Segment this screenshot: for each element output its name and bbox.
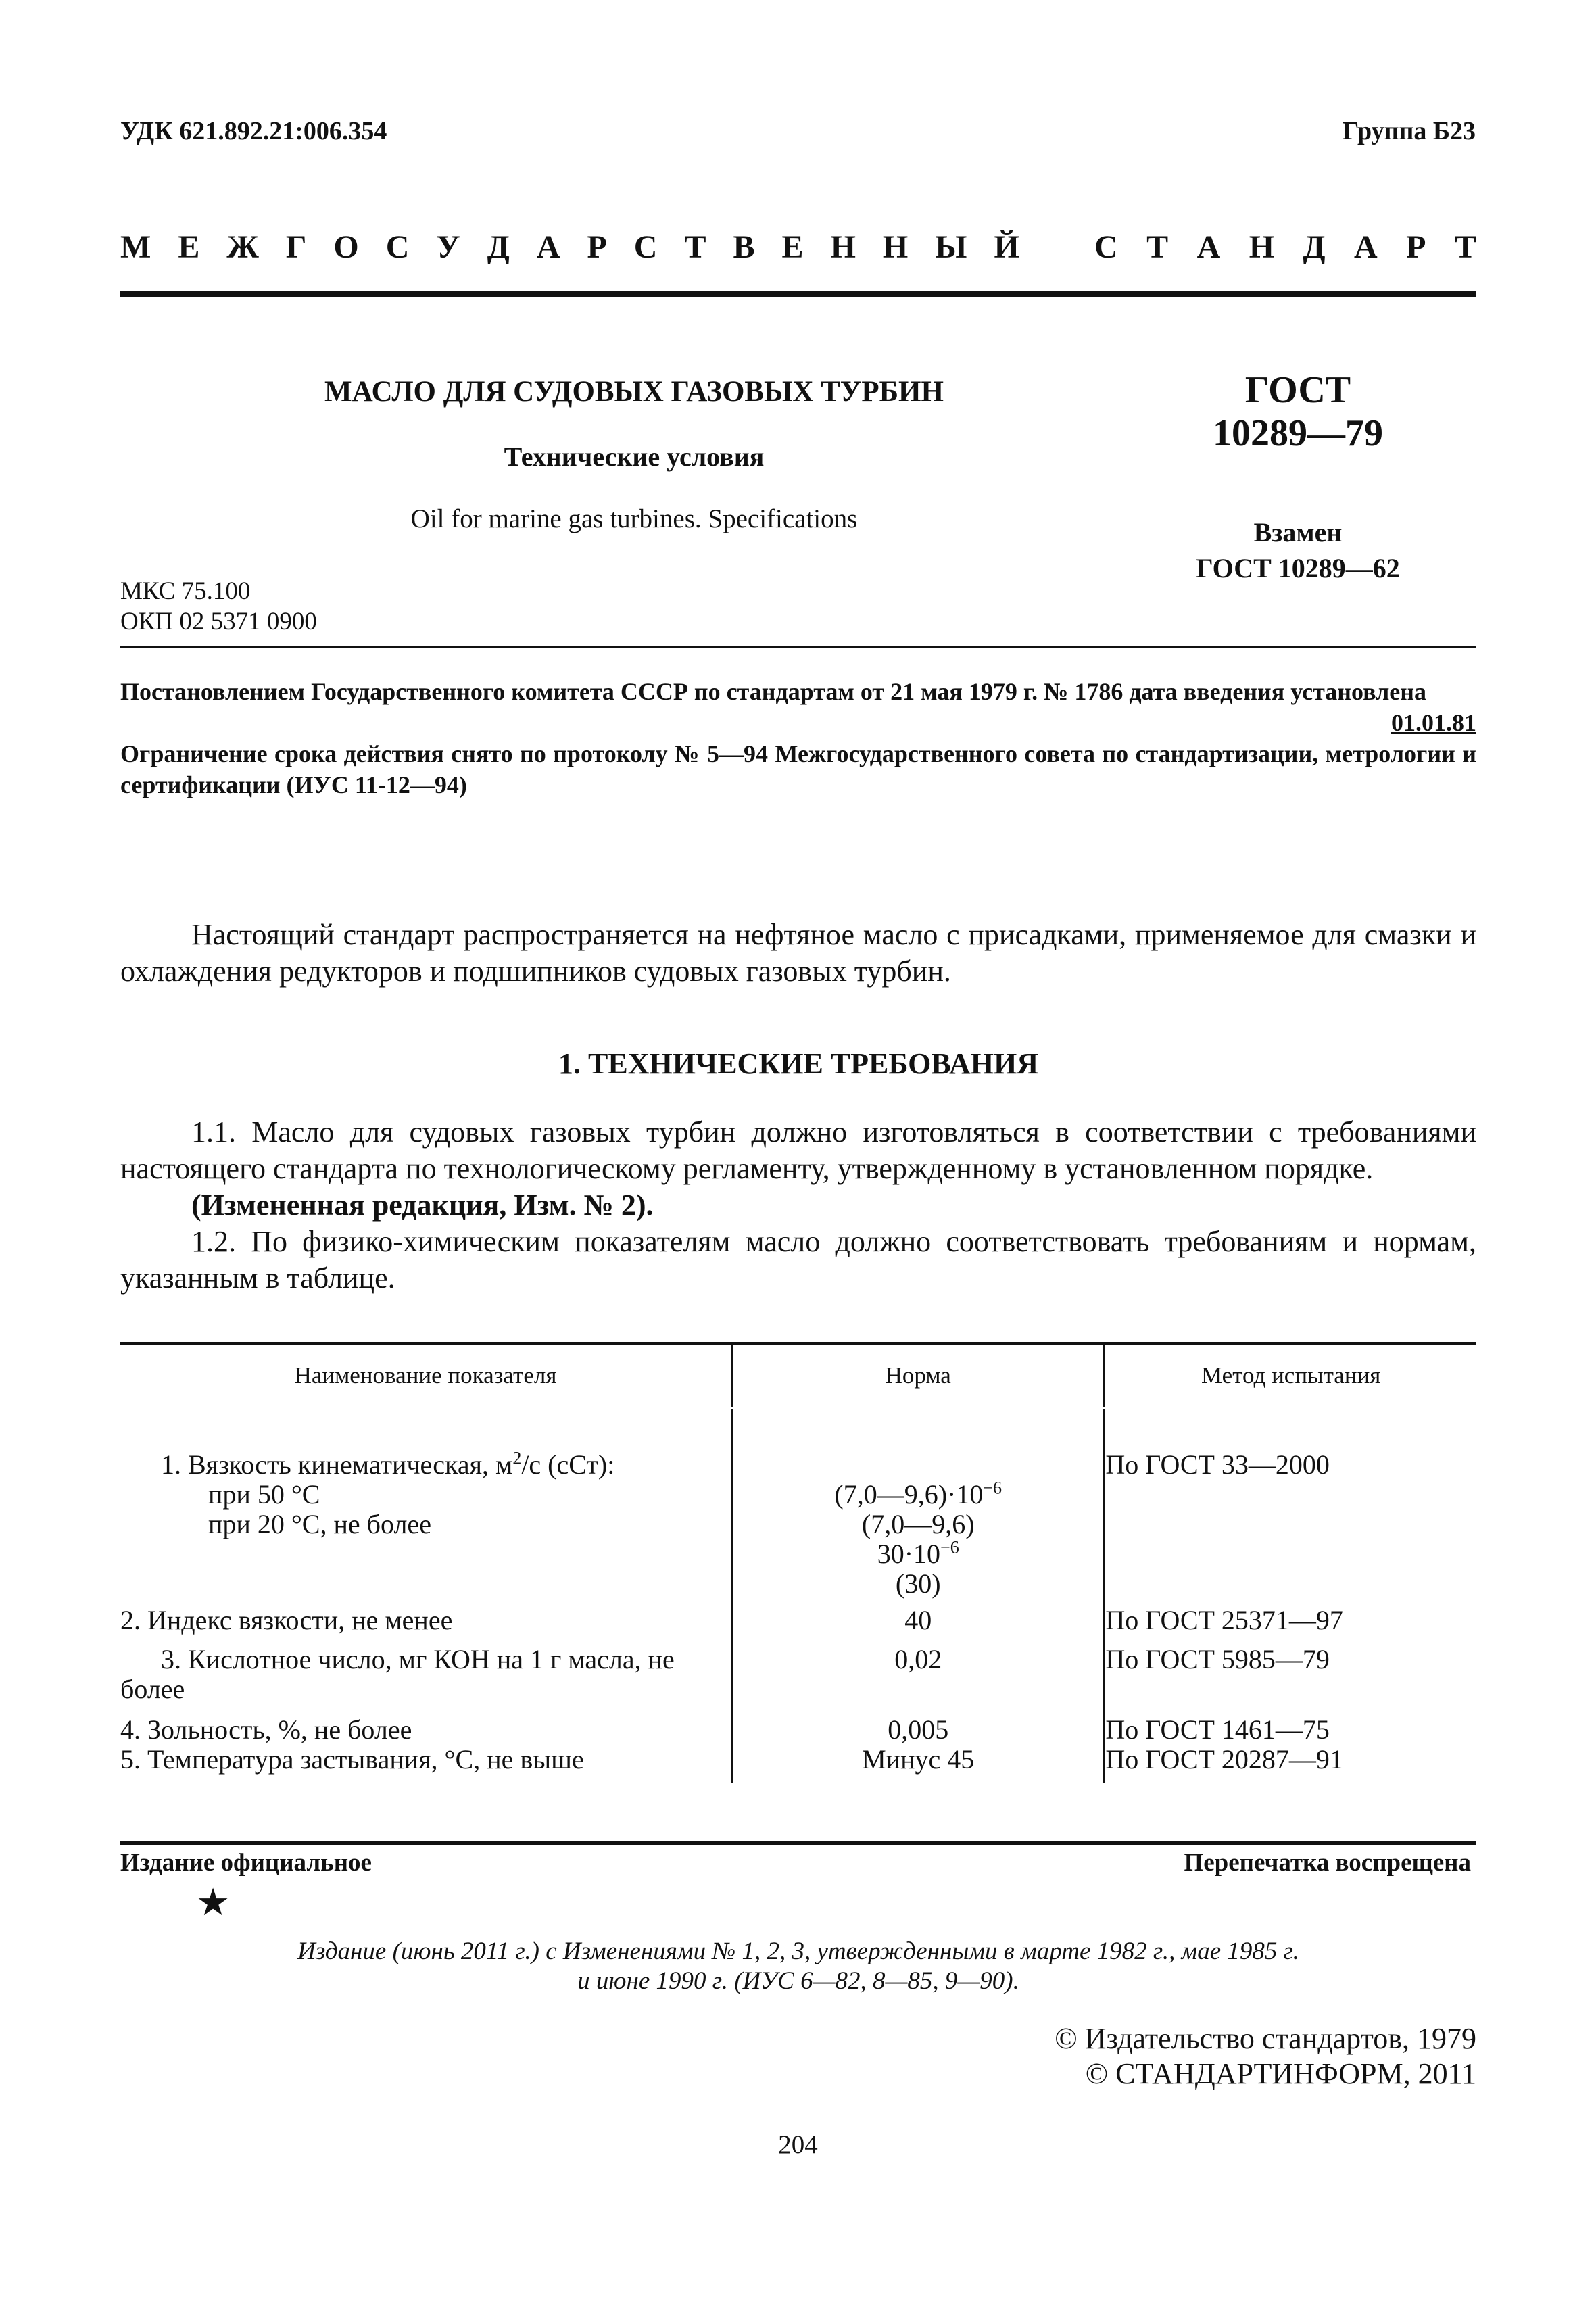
star-icon: ★	[196, 1882, 231, 1924]
cell-norm: 0,005	[732, 1704, 1105, 1745]
banner-letter: В	[733, 229, 755, 265]
section-title: 1. ТЕХНИЧЕСКИЕ ТРЕБОВАНИЯ	[558, 1047, 1038, 1080]
cell-norm: 40	[732, 1599, 1105, 1635]
section-body	[120, 1114, 1476, 1297]
copyright-standartinform: © СТАНДАРТИНФОРМ, 2011	[1085, 2057, 1476, 2090]
banner-letter: Д	[487, 229, 510, 265]
replaced-gost: ГОСТ 10289—62	[1196, 553, 1400, 583]
banner-letter: Р	[1406, 229, 1426, 265]
cell-norm: $(7,0—9,6)\cdot 10^{-6}$ (7,0—9,6) $30\cdot 10^{-6}$ (30)	[732, 1408, 1105, 1599]
cell-norm: 0,02	[732, 1635, 1105, 1704]
banner-letter: У	[436, 229, 460, 265]
udk-code: УДК 621.892.21:006.354	[120, 117, 387, 145]
copyright-block	[1055, 2021, 1476, 2092]
cell-indicator: 5. Температура застывания, °С, не выше	[120, 1744, 584, 1775]
table-header-row	[120, 1343, 1476, 1408]
table-row	[120, 1599, 1476, 1635]
banner-word-standard	[1094, 228, 1476, 266]
cell-method: По ГОСТ 5985—79	[1105, 1635, 1476, 1704]
banner-letter: Ы	[935, 229, 967, 265]
banner-rule	[120, 291, 1476, 297]
cell-indicator: 4. Зольность, %, не более	[120, 1714, 412, 1745]
paragraph-1-1: 1.1. Масло для судовых газовых турбин должно изготовляться в соответствии с требованиями настоящего стандарта по технологическому регламенту, утвержденному в установленном порядке.	[120, 1115, 1476, 1185]
cell-norm: Минус 45	[732, 1745, 1105, 1783]
table-row	[120, 1635, 1476, 1704]
banner-letter: Е	[781, 229, 804, 265]
banner-letter: А	[1354, 229, 1378, 265]
banner-letter: Т	[1146, 229, 1169, 265]
header-indicator: Наименование показателя	[120, 1343, 732, 1408]
gost-designation	[1163, 368, 1433, 587]
cell-method: По ГОСТ 20287—91	[1105, 1745, 1476, 1783]
gost-label: ГОСТ	[1244, 369, 1351, 411]
banner-letter: Н	[1249, 229, 1275, 265]
decree-text: Постановлением Государственного комитета СССР по стандартам от 21 мая 1979 г. № 1786 дата введения установлена	[120, 678, 1426, 705]
banner-letter: Е	[178, 229, 200, 265]
banner-letter: Н	[882, 229, 909, 265]
effective-date: 01.01.81	[1391, 709, 1476, 736]
title-block-rule	[120, 646, 1476, 648]
header-method: Метод испытания	[1105, 1343, 1476, 1408]
copyright-publisher: © Издательство стандартов, 1979	[1055, 2022, 1476, 2055]
cell-indicator: 2. Индекс вязкости, не менее	[120, 1605, 453, 1635]
header-norm: Норма	[732, 1343, 1105, 1408]
english-title: Oil for marine gas turbines. Specifications	[410, 504, 858, 533]
decree-block	[120, 676, 1476, 800]
okp-code: ОКП 02 5371 0900	[120, 608, 317, 635]
banner-letter: А	[1196, 229, 1221, 265]
cell-method: По ГОСТ 25371—97	[1105, 1599, 1476, 1635]
interstate-standard-banner	[120, 228, 1476, 266]
cell-method: По ГОСТ 33—2000	[1105, 1408, 1476, 1599]
banner-letter: М	[120, 229, 151, 265]
document-title: МАСЛО ДЛЯ СУДОВЫХ ГАЗОВЫХ ТУРБИН	[324, 376, 944, 408]
limitation-text: Ограничение срока действия снято по протоколу № 5—94 Межгосударственного совета по стандартизации, метрологии и сертификации (ИУС 11-12—94)	[120, 740, 1476, 798]
amendment-note: (Измененная редакция, Изм. № 2).	[191, 1188, 654, 1222]
banner-letter: Й	[994, 229, 1019, 265]
official-edition-label: Издание официальное	[120, 1849, 372, 1877]
reprint-prohibited-label: Перепечатка воспрещена	[1184, 1849, 1471, 1877]
banner-letter: С	[1094, 229, 1118, 265]
group-code: Группа Б23	[1343, 117, 1476, 145]
table-row	[120, 1408, 1476, 1599]
classification-codes	[120, 576, 317, 637]
banner-word-interstate	[120, 228, 1019, 266]
gost-number: 10289—79	[1213, 412, 1383, 454]
table-row	[120, 1745, 1476, 1783]
document-subtitle: Технические условия	[504, 441, 765, 472]
mks-code: МКС 75.100	[120, 577, 251, 605]
banner-letter: С	[385, 229, 410, 265]
banner-letter: А	[536, 229, 560, 265]
paragraph-1-2: 1.2. По физико-химическим показателям масло должно соответствовать требованиям и нормам, указанным в таблице.	[120, 1225, 1476, 1295]
banner-letter: О	[333, 229, 359, 265]
edition-note: Издание (июнь 2011 г.) с Изменениями № 1, 2, 3, утвержденными в марте 1982 г., мае 1985 г. и июне 1990 г. (ИУС 6—82, 8—85, 9—90).	[297, 1937, 1299, 1995]
banner-letter: Р	[587, 229, 607, 265]
footer-rule	[120, 1841, 1476, 1845]
banner-letter: Г	[285, 229, 307, 265]
cell-indicator: 3. Кислотное число, мг КОН на 1 г масла, не более	[120, 1644, 675, 1704]
cell-method: По ГОСТ 1461—75	[1105, 1704, 1476, 1745]
specification-table	[120, 1342, 1476, 1783]
banner-letter: Т	[684, 229, 706, 265]
banner-letter: Д	[1303, 229, 1326, 265]
banner-letter: Н	[830, 229, 856, 265]
page-number: 204	[778, 2130, 818, 2159]
banner-letter: С	[633, 229, 658, 265]
replaces-label: Взамен	[1253, 517, 1343, 548]
banner-letter: Ж	[226, 229, 259, 265]
banner-letter: Т	[1454, 229, 1476, 265]
intro-paragraph: Настоящий стандарт распространяется на нефтяное масло с присадками, применяемое для смазки и охлаждения редукторов и подшипников судовых газовых турбин.	[120, 918, 1476, 988]
cell-indicator: 1. Вязкость кинематическая, $м^2/с$ (сСт): при 50 °С при 20 °С, не более	[161, 1448, 615, 1539]
table-row	[120, 1704, 1476, 1745]
